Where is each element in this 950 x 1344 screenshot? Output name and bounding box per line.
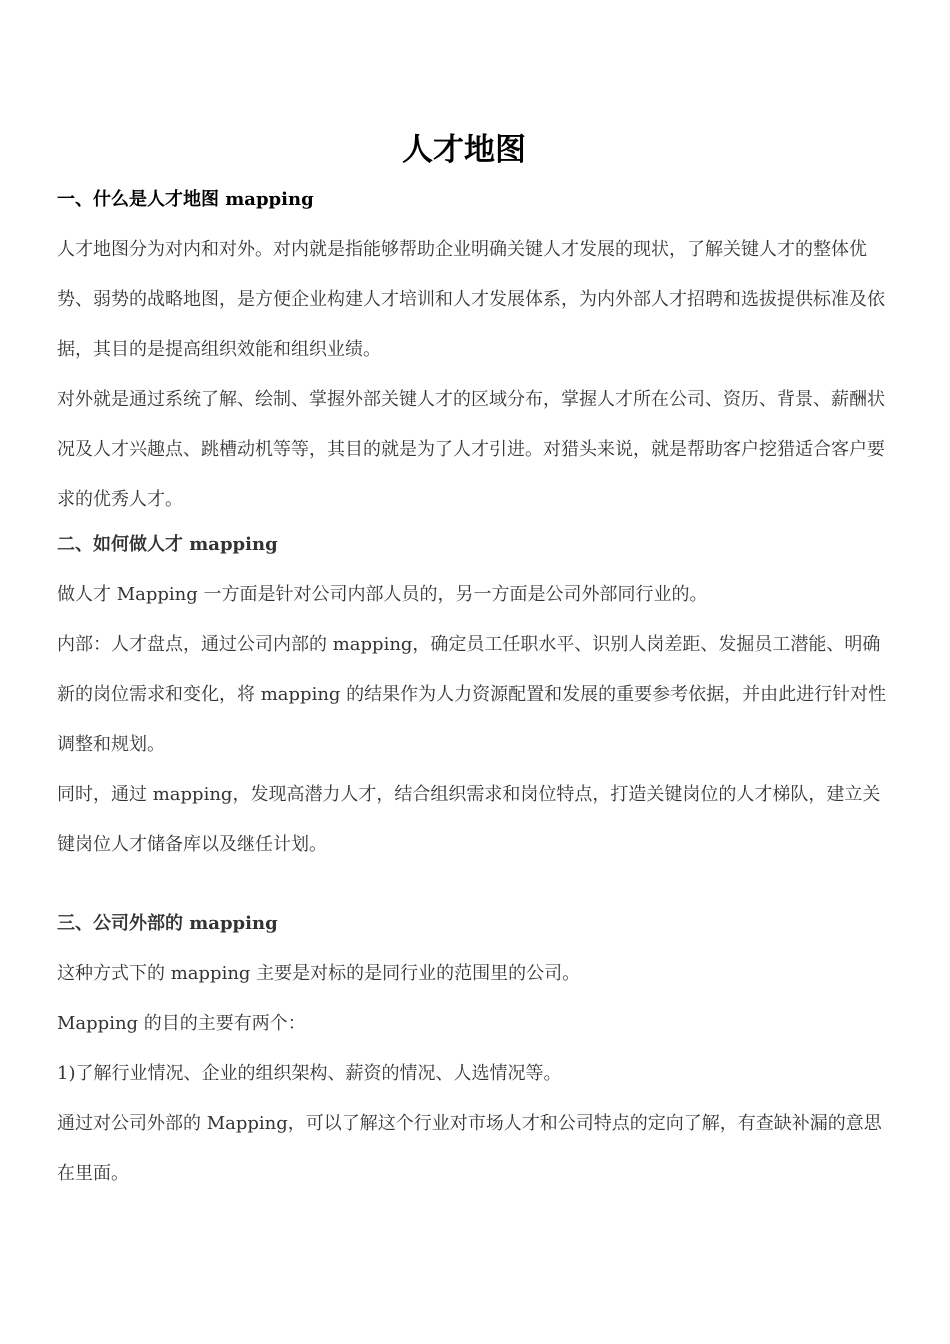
section-heading: 一、什么是人才地图 mapping [57,189,314,210]
paragraph: 通过对公司外部的 Mapping，可以了解这个行业对市场人才和公司特点的定向了解，有查缺补漏的意思在里面。 [57,1113,882,1184]
paragraph: 人才地图分为对内和对外。对内就是指能够帮助企业明确关键人才发展的现状，了解关键人才的整体优势、弱势的战略地图，是方便企业构建人才培训和人才发展体系，为内外部人才招聘和选拔提供标准及依据，其目的是提高组织效能和组织业绩。 [57,239,885,360]
paragraph: 同时，通过 mapping，发现高潜力人才，结合组织需求和岗位特点，打造关键岗位的人才梯队，建立关键岗位人才储备库以及继任计划。 [57,784,881,855]
section-what-is [57,180,892,525]
paragraph: 这种方式下的 mapping 主要是对标的是同行业的范围里的公司。 [57,963,581,984]
section-heading: 三、公司外部的 mapping [57,913,278,934]
paragraph: Mapping 的目的主要有两个： [57,1013,306,1034]
page-title: 人才地图 [402,132,526,168]
section-heading: 二、如何做人才 mapping [57,534,278,555]
paragraph: 1)了解行业情况、企业的组织架构、薪资的情况、人选情况等。 [57,1063,562,1084]
section-how-to [57,525,892,870]
section-external [57,904,892,1199]
paragraph: 内部：人才盘点，通过公司内部的 mapping，确定员工任职水平、识别人岗差距、发掘员工潜能、明确新的岗位需求和变化，将 mapping 的结果作为人力资源配置和发展的重要参考依据，并由此进行针对性调整和规划。 [57,634,887,755]
paragraph: 对外就是通过系统了解、绘制、掌握外部关键人才的区域分布，掌握人才所在公司、资历、背景、薪酬状况及人才兴趣点、跳槽动机等等，其目的就是为了人才引进。对猎头来说，就是帮助客户挖猎适合客户要求的优秀人才。 [57,389,885,510]
document-body [57,180,892,1199]
paragraph: 做人才 Mapping 一方面是针对公司内部人员的，另一方面是公司外部同行业的。 [57,584,708,605]
